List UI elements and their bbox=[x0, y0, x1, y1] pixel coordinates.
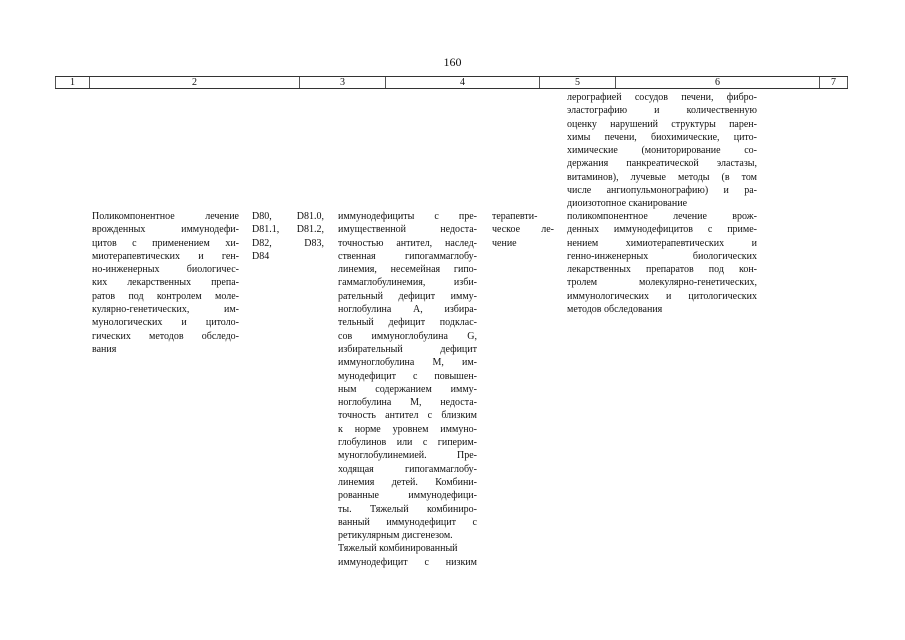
text-line: рательный дефицит имму- bbox=[338, 290, 477, 302]
text-line: муноглобулинемией. Пре- bbox=[338, 450, 477, 462]
text-line: нением химиотерапевтических и bbox=[567, 237, 757, 249]
text-line: D81.1, D81.2, bbox=[252, 224, 324, 236]
text-line: избирательный дефицит bbox=[338, 343, 477, 355]
text-line: ходящая гипогаммаглобу- bbox=[338, 463, 477, 475]
text-line: ноглобулина М, недоста- bbox=[338, 397, 477, 409]
text-line: цитов с применением хи- bbox=[92, 237, 239, 249]
text-line: ческое ле- bbox=[492, 224, 554, 236]
col4-diagnosis-text bbox=[338, 210, 477, 569]
text-line: оценку нарушений структуры парен- bbox=[567, 118, 757, 130]
text-line: тельный дефицит подклас- bbox=[338, 317, 477, 329]
text-line: ратов под контролем моле- bbox=[92, 290, 239, 302]
text-line: Поликомпонентное лечение bbox=[92, 211, 239, 222]
text-line: химические (мониторирование со- bbox=[567, 145, 757, 157]
text-line: врожденных иммунодефи- bbox=[92, 224, 239, 236]
text-line: мунодефицит с повышен- bbox=[338, 370, 477, 382]
text-line: гических методов обследо- bbox=[92, 330, 239, 342]
header-cell-col7: 7 bbox=[819, 77, 848, 88]
text-line: миотерапевтических и ген- bbox=[92, 250, 239, 262]
text-line: иммунологических и цитологических bbox=[567, 290, 757, 302]
text-line: мунологических и цитоло- bbox=[92, 317, 239, 329]
text-line: числе ангиопульмонографию) и ра- bbox=[567, 185, 757, 197]
text-line: ких лекарственных препа- bbox=[92, 277, 239, 289]
text-line: терапевти- bbox=[492, 211, 538, 222]
text-line: Тяжелый комбинированный bbox=[338, 543, 458, 555]
text-line: D80, D81.0, bbox=[252, 211, 324, 222]
text-line: ственная гипогаммаглобу- bbox=[338, 250, 477, 262]
col2-treatment-text bbox=[92, 210, 239, 356]
text-line: к норме уровнем иммуно- bbox=[338, 423, 477, 435]
text-line: имущественной недоста- bbox=[338, 224, 477, 236]
text-line: лекарственных препаратов под кон- bbox=[567, 264, 757, 276]
text-line: ноглобулина А, избира- bbox=[338, 304, 477, 316]
header-cell-col4: 4 bbox=[385, 77, 539, 88]
text-line: вания bbox=[92, 343, 117, 355]
text-line: чение bbox=[492, 237, 517, 249]
col6-treatment-method bbox=[567, 210, 757, 316]
text-line: ным содержанием имму- bbox=[338, 383, 477, 395]
text-line: денных иммунодефицитов с приме- bbox=[567, 224, 757, 236]
text-line: кулярно-генетических, им- bbox=[92, 304, 239, 316]
text-line: ретикулярным дисгенезом. bbox=[338, 530, 453, 542]
text-line: держания панкреатической эластазы, bbox=[567, 158, 757, 170]
text-line: генно-инженерных биологических bbox=[567, 250, 757, 262]
page-number: 160 bbox=[443, 55, 462, 69]
text-line: D84 bbox=[252, 250, 270, 262]
text-line: точностью антител, наслед- bbox=[338, 237, 477, 249]
text-line: но-инженерных биологичес- bbox=[92, 264, 239, 276]
text-line: поликомпонентное лечение врож- bbox=[567, 211, 757, 222]
text-line: иммунодефициты с пре- bbox=[338, 211, 477, 222]
text-line: эластографию и количественную bbox=[567, 105, 757, 117]
text-line: D82, D83, bbox=[252, 237, 324, 249]
text-line: химы печени, биохимические, цито- bbox=[567, 131, 757, 143]
text-line: глобулинов или с гиперим- bbox=[338, 437, 477, 449]
text-line: лерографией сосудов печени, фибро- bbox=[567, 92, 757, 103]
header-cell-col6: 6 bbox=[615, 77, 819, 88]
text-line: иммунодефицит с низким bbox=[338, 556, 477, 568]
header-cell-col2: 2 bbox=[89, 77, 299, 88]
header-cell-col5: 5 bbox=[539, 77, 615, 88]
text-line: тролем молекулярно-генетических, bbox=[567, 277, 757, 289]
text-line: линемия детей. Комбини- bbox=[338, 476, 477, 488]
text-line: ванный иммунодефицит с bbox=[338, 516, 477, 528]
text-line: иммуноглобулина М, им- bbox=[338, 357, 477, 369]
text-line: сов иммуноглобулина G, bbox=[338, 330, 477, 342]
text-line: гаммаглобулинемия, изби- bbox=[338, 277, 477, 289]
text-line: диоизотопное сканирование bbox=[567, 198, 688, 210]
text-line: витаминов), лучевые методы (в том bbox=[567, 171, 757, 183]
col3-icd-codes bbox=[252, 210, 324, 263]
text-line: рованные иммунодефици- bbox=[338, 490, 477, 502]
text-line: точность антител с близким bbox=[338, 410, 477, 422]
col5-care-type bbox=[492, 210, 554, 250]
col6-continuation-text bbox=[567, 91, 757, 211]
text-line: линемия, несемейная гипо- bbox=[338, 264, 477, 276]
text-line: ты. Тяжелый комбиниро- bbox=[338, 503, 477, 515]
header-cell-col3: 3 bbox=[299, 77, 385, 88]
text-line: методов обследования bbox=[567, 304, 663, 316]
table-header-row bbox=[55, 76, 848, 89]
header-cell-col1: 1 bbox=[55, 77, 89, 88]
